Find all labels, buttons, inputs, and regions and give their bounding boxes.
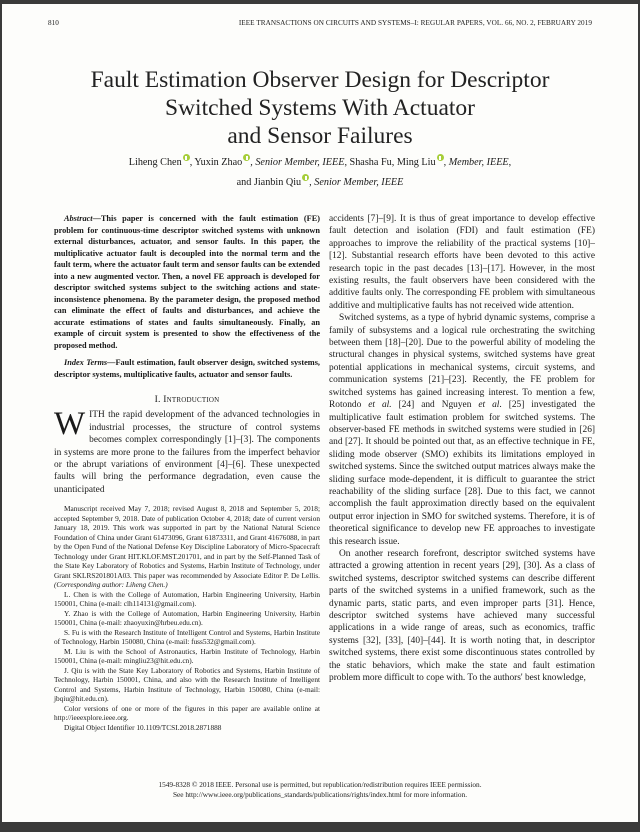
author-zhao-role: , Senior Member, IEEE — [250, 157, 345, 168]
author-liu-role: , Member, IEEE — [443, 157, 509, 168]
author-qiu-role: , Senior Member, IEEE — [309, 177, 404, 188]
footnote-qiu: J. Qiu is with the State Key Laboratory of Robotics and Systems, Harbin Institute of Technology, Harbin 150001, China, and also with the Research Institute of Intelligent Control and Systems, Harbin Institute of Technology, Harbin 150080, China (e-mail: jbqiu@hit.edu.cn). — [54, 665, 320, 704]
page-number: 810 — [48, 19, 59, 27]
author-zhao: Yuxin Zhao — [194, 157, 243, 168]
intro-paragraph-1-right: accidents [7]–[9]. It is thus of great importance to develop effective fault detection and isolation (FDI) and fault estimation (FE) approaches to improve the reliability of the practical systems [10]–[12]. Substantial research efforts have been devoted to this active research topic in the past decades [13]–[17]. However, in the most existing results, the fault observers have been considered with the additive faults only. The corresponding FE problem with simultaneous additive and multiplicative faults has not received wide attention. — [329, 214, 595, 311]
doi: Digital Object Identifier 10.1109/TCSI.2018.2871888 — [64, 722, 222, 732]
copyright-line-2: See http://www.ieee.org/publications_standards/publications/rights/index.html for more information. — [172, 790, 468, 799]
author-qiu: Jianbin Qiu — [253, 177, 302, 188]
author-list: Liheng Chen , Yuxin Zhao , Senior Member, IEEE, Shasha Fu, Ming Liu , Member, IEEE, and Jianbin Qiu , Senior Member, IEEE — [32, 153, 608, 193]
drop-cap: W — [54, 406, 86, 443]
left-column — [54, 213, 320, 732]
footnote-zhao: Y. Zhao is with the College of Automation, Harbin Engineering University, Harbin 150001, China (e-mail: zhaoyuxin@hrbeu.edu.cn). — [54, 608, 320, 628]
index-terms-text: Fault estimation, fault observer design, switched systems, descriptor systems, multiplicative faults, actuator and sensor faults. — [54, 358, 321, 379]
abstract — [54, 213, 320, 351]
abstract-text: This paper is concerned with the fault estimation (FE) problem for continuous-time descriptor switched systems with unknown external disturbances, actuator, and sensor faults. In this paper, the multiplicative actuator fault is decoupled into the normal term and the fault term, where the actuator fault term and sensor faults can be extended into a new augmented vector. Then, a novel FE approach is developed for descriptor switched systems subject to the switching actions and state-inconsistence phenomena. By the parameter design, the proposed method can eliminate the effect of faults and disturbances, and achieve the accurate estimations of states and faults simultaneously. Finally, an example of circuit system is presented to show the effectiveness of the proposed method. — [54, 214, 320, 350]
journal-name: IEEE TRANSACTIONS ON CIRCUITS AND SYSTEMS–I: REGULAR PAPERS, VOL. 66, NO. 2, FEBRUARY 2019 — [238, 19, 592, 27]
footnotes — [54, 504, 320, 732]
author-fu: Shasha Fu — [349, 157, 392, 168]
copyright-line-1: 1549-8328 © 2018 IEEE. Personal use is permitted, but republication/redistribution requires IEEE permission. — [158, 780, 482, 789]
footnote-color: Color versions of one or more of the figures in this paper are available online at http://ieeexplore.ieee.org. — [54, 703, 320, 723]
intro-paragraph-1-left: WITH the rapid development of the advanced technologies in industrial processes, the structure of control systems becomes complex correspondingly [1]–[3]. The components in systems are more prone to the failures from the imperfect behavior or the abrupt variations of environment [4]–[6]. These unexpected faults will bring the performance degradation, even cause the unanticipated — [54, 406, 320, 495]
author-chen: Liheng Chen — [128, 157, 182, 168]
abstract-label: Abstract— — [64, 214, 101, 223]
paper-page — [2, 4, 638, 822]
author-liu: Ming Liu — [396, 157, 436, 168]
index-terms-label: Index Terms— — [64, 358, 116, 367]
title-line-1: Fault Estimation Observer Design for Descriptor — [90, 67, 550, 93]
footnote-liu: M. Liu is with the School of Astronautics, Harbin Institute of Technology, Harbin 150001, China (e-mail: mingliu23@hit.edu.cn). — [54, 646, 320, 666]
paper-title — [32, 66, 608, 150]
index-terms — [54, 357, 320, 380]
footnote-chen: L. Chen is with the College of Automation, Harbin Engineering University, Harbin 150001, China (e-mail: clh114131@gmail.com). — [54, 589, 320, 609]
footnote-manuscript: Manuscript received May 7, 2018; revised August 8, 2018 and September 5, 2018; accepted September 9, 2018. Date of publication October 4, 2018; date of current version January 18, 2019. This work was supported in part by the National Natural Science Foundation of China under Grant 61473096, Grant 61873311, and Grant 41676088, in part by the Open Fund of the National Defense Key Discipline Laboratory of Micro-Spacecraft Technology under Grant HIT.KLOF.MST.201701, and in part by the Self-Planned Task of the State Key Laboratory of Robotics and Systems, Harbin Institute of Technology, under Grant SKLRS201801A03. This paper was recommended by Associate Editor P. De Lellis. (Corresponding author: Liheng Chen.) — [54, 504, 320, 590]
copyright-footer — [2, 780, 638, 800]
intro-paragraph-2: Switched systems, as a type of hybrid dynamic systems, comprise a family of subsystems and a logical rule orchestrating the switching between them [18]–[20]. Due to the powerful ability of modeling the structural changes in physical systems, switched systems have great potential applications in mechanical systems, circuit systems, and communication systems [21]–[23]. Recently, the FE problem for switched systems has gained increasing interest. To mention a few, Rotondo et al. [24] and Nguyen et al. [25] investigated the multiplicative fault estimation problem for switched systems. The observer-based FE methods in switched systems were studied in [26] and [27]. It should be pointed out that, as an effective technique in FE, sliding mode observer (SMO) exhibits its limitations employed in switched systems. Since the switched output matrices always make the sliding surface mode-dependent, it is difficult to guarantee the strict reachability of the sliding surface [28]. Due to this fact, we cannot accomplish the fault approximation directly based on the equivalent output error injection in SMO for switched systems. Therefore, it is of theoretical significance to develop new FE approaches to investigate this research issue. — [329, 313, 596, 547]
title-line-3: and Sensor Failures — [227, 123, 413, 149]
intro-paragraph-3: On another research forefront, descriptor switched systems have attracted a growing attention in recent years [29], [30]. As a class of switched systems, descriptor switched systems can describe different parts of the switched systems in a unified framework, such as the dynamic parts, static parts, and even improper parts [31]. Hence, descriptor switched systems have achieved many successful applications in a wide range of areas, such as economics, traffic systems [32], [33], [40]–[44]. It is worth noting that, in descriptor switched systems, there exist some discontinuous states controlled by the static behaviors, which make the state and fault estimation problem more difficult to cope with. To the authors' best knowledge, — [329, 548, 595, 684]
footnote-fu: S. Fu is with the Research Institute of Intelligent Control and Systems, Harbin Institute of Technology, Harbin 150080, China (e-mail: fuss532@gmail.com). — [54, 627, 320, 647]
title-line-2: Switched Systems With Actuator — [165, 95, 475, 121]
orcid-icon[interactable] — [437, 154, 444, 161]
section-heading-introduction: I. Introduction — [154, 394, 220, 405]
orcid-icon[interactable] — [183, 154, 190, 161]
right-column — [329, 213, 595, 684]
